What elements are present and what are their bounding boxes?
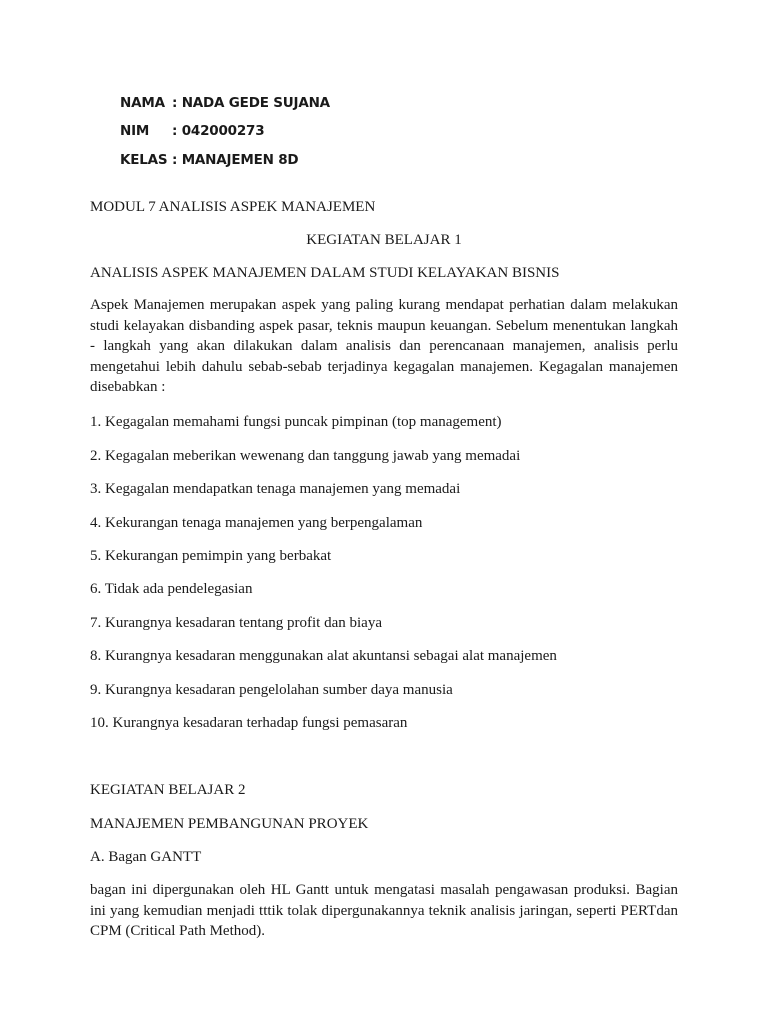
list-item: 8. Kurangnya kesadaran menggunakan alat akuntansi sebagai alat manajemen xyxy=(90,648,557,664)
list-item: 1. Kegagalan memahami fungsi puncak pimpinan (top management) xyxy=(90,414,502,430)
header-nama xyxy=(120,94,330,112)
list-item: 4. Kekurangan tenaga manajemen yang berpengalaman xyxy=(90,515,423,531)
kelas-label: KELAS xyxy=(120,152,168,168)
kb2-paragraph: bagan ini dipergunakan oleh HL Gantt untuk mengatasi masalah pengawasan produksi. Bagian ini yang kemudian menjadi tttik tolak dipergunakannya teknik analisis jaringan, seperti PERTdan CPM (Critical Path Method). xyxy=(90,882,678,940)
nama-value: : NADA GEDE SUJANA xyxy=(172,95,330,111)
list-item: 9. Kurangnya kesadaran pengelolahan sumber daya manusia xyxy=(90,682,453,698)
kb2-heading: KEGIATAN BELAJAR 2 xyxy=(90,782,246,798)
kb1-paragraph: Aspek Manajemen merupakan aspek yang paling kurang mendapat perhatian dalam melakukan studi kelayakan disbanding aspek pasar, teknis maupun keuangan. Sebelum menentukan langkah - langkah yang akan dilakukan dalam analisis dan perencanaan manajemen, analisis perlu mengetahui lebih dahulu sebab-sebab terjadinya kegagalan manajemen. Kegagalan manajemen disebabkan : xyxy=(90,297,678,396)
kb1-heading: KEGIATAN BELAJAR 1 xyxy=(306,232,462,248)
nama-label: NAMA xyxy=(120,95,165,111)
header-kelas xyxy=(120,151,298,169)
list-item: 2. Kegagalan meberikan wewenang dan tanggung jawab yang memadai xyxy=(90,448,521,464)
list-item: 10. Kurangnya kesadaran terhadap fungsi pemasaran xyxy=(90,715,408,731)
module-title: MODUL 7 ANALISIS ASPEK MANAJEMEN xyxy=(90,199,376,215)
list-item: 6. Tidak ada pendelegasian xyxy=(90,581,253,597)
list-item: 7. Kurangnya kesadaran tentang profit dan biaya xyxy=(90,615,382,631)
list-item: 3. Kegagalan mendapatkan tenaga manajemen yang memadai xyxy=(90,481,461,497)
list-item: 5. Kekurangan pemimpin yang berbakat xyxy=(90,548,332,564)
nim-value: : 042000273 xyxy=(172,123,265,139)
kelas-value: : MANAJEMEN 8D xyxy=(172,152,299,168)
kb1-subheading: ANALISIS ASPEK MANAJEMEN DALAM STUDI KELAYAKAN BISNIS xyxy=(90,265,560,281)
kb2-section-a: A. Bagan GANTT xyxy=(90,849,202,865)
kb2-subheading: MANAJEMEN PEMBANGUNAN PROYEK xyxy=(90,816,369,832)
header-nim xyxy=(120,122,264,140)
nim-label: NIM xyxy=(120,123,150,139)
